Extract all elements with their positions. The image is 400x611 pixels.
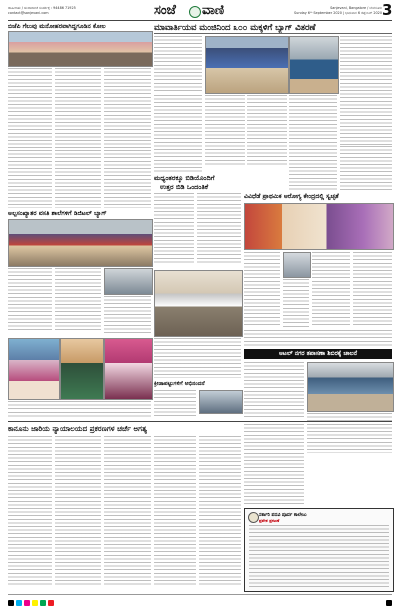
top-main-text-col1b — [154, 95, 202, 172]
bottom-left-text-col4 — [154, 436, 196, 586]
lower-center-text-a — [154, 338, 241, 378]
middle-center-text-col2 — [197, 193, 241, 265]
lower-left-photo-a — [8, 338, 60, 400]
registration-mark-yellow — [32, 600, 38, 606]
top-main-photo-2 — [289, 36, 339, 94]
top-right-text-col-b — [340, 146, 392, 190]
left-mid-text-col3 — [104, 296, 151, 333]
top-main-text-col1 — [154, 36, 202, 92]
middle-right-text-col4 — [353, 252, 392, 327]
bottom-left-headline: ಕಾನೂನು ಜಾರಿಯ ನ್ಯಾಯಾಲಯದ ಪ್ರಕರಣಗಳ ಚರ್ಚೆ ಅಗತ್ಯ — [8, 424, 147, 433]
ad-subtitle: ಪ್ರವೇಶ ಪ್ರಕಟಣೆ — [259, 518, 280, 523]
advertisement-box — [244, 508, 394, 592]
lower-left-photo-c — [104, 338, 153, 400]
top-main-headline: ಮಾವಾರ್ತಿಯವ ಮಂಜಿನಿಂದ ೩೦೦ ಮಕ್ಕಳಿಗೆ ಬ್ಯಾಗ್ ವಿತರಣೆ — [154, 22, 316, 32]
ad-emblem-icon — [248, 512, 259, 523]
top-main-rule — [154, 33, 392, 34]
masthead-edition: Sanjevani, Bangalore / ಬೆಂಗಳೂರು — [330, 6, 382, 10]
top-right-text-col — [340, 36, 392, 146]
registration-mark-green — [40, 600, 46, 606]
top-main-text-col4 — [289, 95, 337, 190]
logo-emblem-icon — [189, 6, 201, 18]
masthead-email: contact@sanjevani.com — [8, 11, 49, 15]
middle-right-text-col2 — [283, 279, 309, 327]
bottom-left-text-col3 — [104, 436, 151, 586]
top-left-text-col1 — [8, 68, 52, 150]
lower-right-text-col1 — [244, 362, 304, 418]
middle-right-photo — [244, 203, 394, 250]
bottom-left-text-col2 — [55, 436, 101, 586]
bottom-right-text-col2 — [307, 413, 392, 453]
registration-mark-magenta — [24, 600, 30, 606]
lower-center-photo — [199, 390, 243, 414]
ad-body-text — [249, 525, 389, 587]
top-main-text-col2 — [205, 95, 245, 165]
masthead-logo — [150, 2, 250, 20]
registration-mark-cyan — [16, 600, 22, 606]
left-mid-headline: ಅಲ್ಪಸಂಖ್ಯಾತರ ವಸತಿ ಶಾಲೆಗಳಿಗೆ ಡಿಜಿಟಲ್ ಬ್ಯಾಗ್ — [8, 210, 107, 217]
bottom-left-text-col1 — [8, 436, 52, 586]
lower-center-headline: ಕ್ರೀಡಾಪಟ್ಟುಗಳಿಗೆ ಅಭಿನಂದನೆ — [154, 381, 205, 387]
lower-center-text-col1 — [154, 390, 196, 418]
top-left-text-col3b — [104, 150, 151, 208]
bottom-right-text-col1 — [244, 424, 304, 504]
middle-center-headline-1: ಮಧ್ಯಂತರಕ್ಕೂ ಬಿಡಿಯೊಂದಿಗೆ — [154, 174, 215, 182]
registration-mark-black — [8, 600, 14, 606]
lower-right-headline-banner: ಅಟಲ್ ನಗರ ತಪಾಸಣಾ ಶಿಬಿರಕ್ಕೆ ಚಾಲನೆ — [244, 349, 392, 359]
bottom-left-text-col5 — [199, 436, 241, 586]
page-number: 3 — [382, 1, 393, 19]
middle-right-text-col1 — [244, 252, 280, 327]
lower-right-photo — [307, 362, 394, 412]
logo-right-text: ವಾಣಿ — [202, 3, 225, 18]
middle-center-text-col1 — [154, 193, 194, 265]
top-main-photo-1 — [205, 36, 289, 94]
registration-mark-black-right — [386, 600, 392, 606]
middle-center-headline-2: ಉತ್ತರ ಬಿಡಿ ಒಂದಂತಿಕೆ — [160, 183, 209, 191]
top-main-text-col3 — [247, 95, 287, 165]
ad-title: ಸರ್ಕಾರಿ ಪದವಿ ಪೂರ್ವ ಕಾಲೇಜು — [259, 513, 307, 518]
middle-center-photo — [154, 270, 243, 337]
lower-left-caption — [8, 401, 151, 417]
left-mid-text-col1 — [8, 268, 52, 333]
masthead-rule — [8, 20, 392, 21]
masthead-date: Sunday 6ᵗʰ September 2020 | ಭಾನುವಾರ 6 ಸೆಪ್ಟೆಂಬರ್ 2020 — [294, 11, 382, 15]
lower-left-photo-b — [60, 338, 104, 400]
left-mid-photo — [8, 219, 153, 267]
top-left-text-col2 — [55, 68, 101, 150]
logo-left-text: ಸಂಜೆ — [154, 3, 176, 18]
top-left-text-col1b — [8, 150, 52, 208]
top-left-photo — [8, 31, 153, 67]
registration-mark-red — [48, 600, 54, 606]
top-left-headline: ಬಿಜೆಪಿ ಗೆಲುವು ಮನೋಹರವಾಗಿದ್ದಗೂಡಿನ ಕೋಲ — [8, 23, 106, 30]
top-left-text-col3 — [104, 68, 151, 150]
middle-right-small-photo — [283, 252, 311, 278]
top-left-text-col2b — [55, 150, 101, 208]
left-mid-small-photo — [104, 268, 153, 295]
lower-right-text-top — [244, 330, 392, 348]
middle-right-text-col3 — [312, 252, 350, 327]
middle-right-headline: ವಿವಿಧೆಡೆ ಪ್ರಾಥಮಿಕ ಆರೋಗ್ಯ ಕೇಂದ್ರದಲ್ಲಿ ಸ್ವಚ್ಛತೆ — [244, 193, 339, 200]
left-mid-text-col2 — [55, 268, 101, 333]
footer-rule — [8, 594, 392, 595]
masthead-contact-line: ಜಾಹೀರಾತು / ಚಂದಾದಾರಿಕೆ ಸಂಪರ್ಕಕ್ಕೆ : 94486 71925 — [8, 6, 76, 10]
